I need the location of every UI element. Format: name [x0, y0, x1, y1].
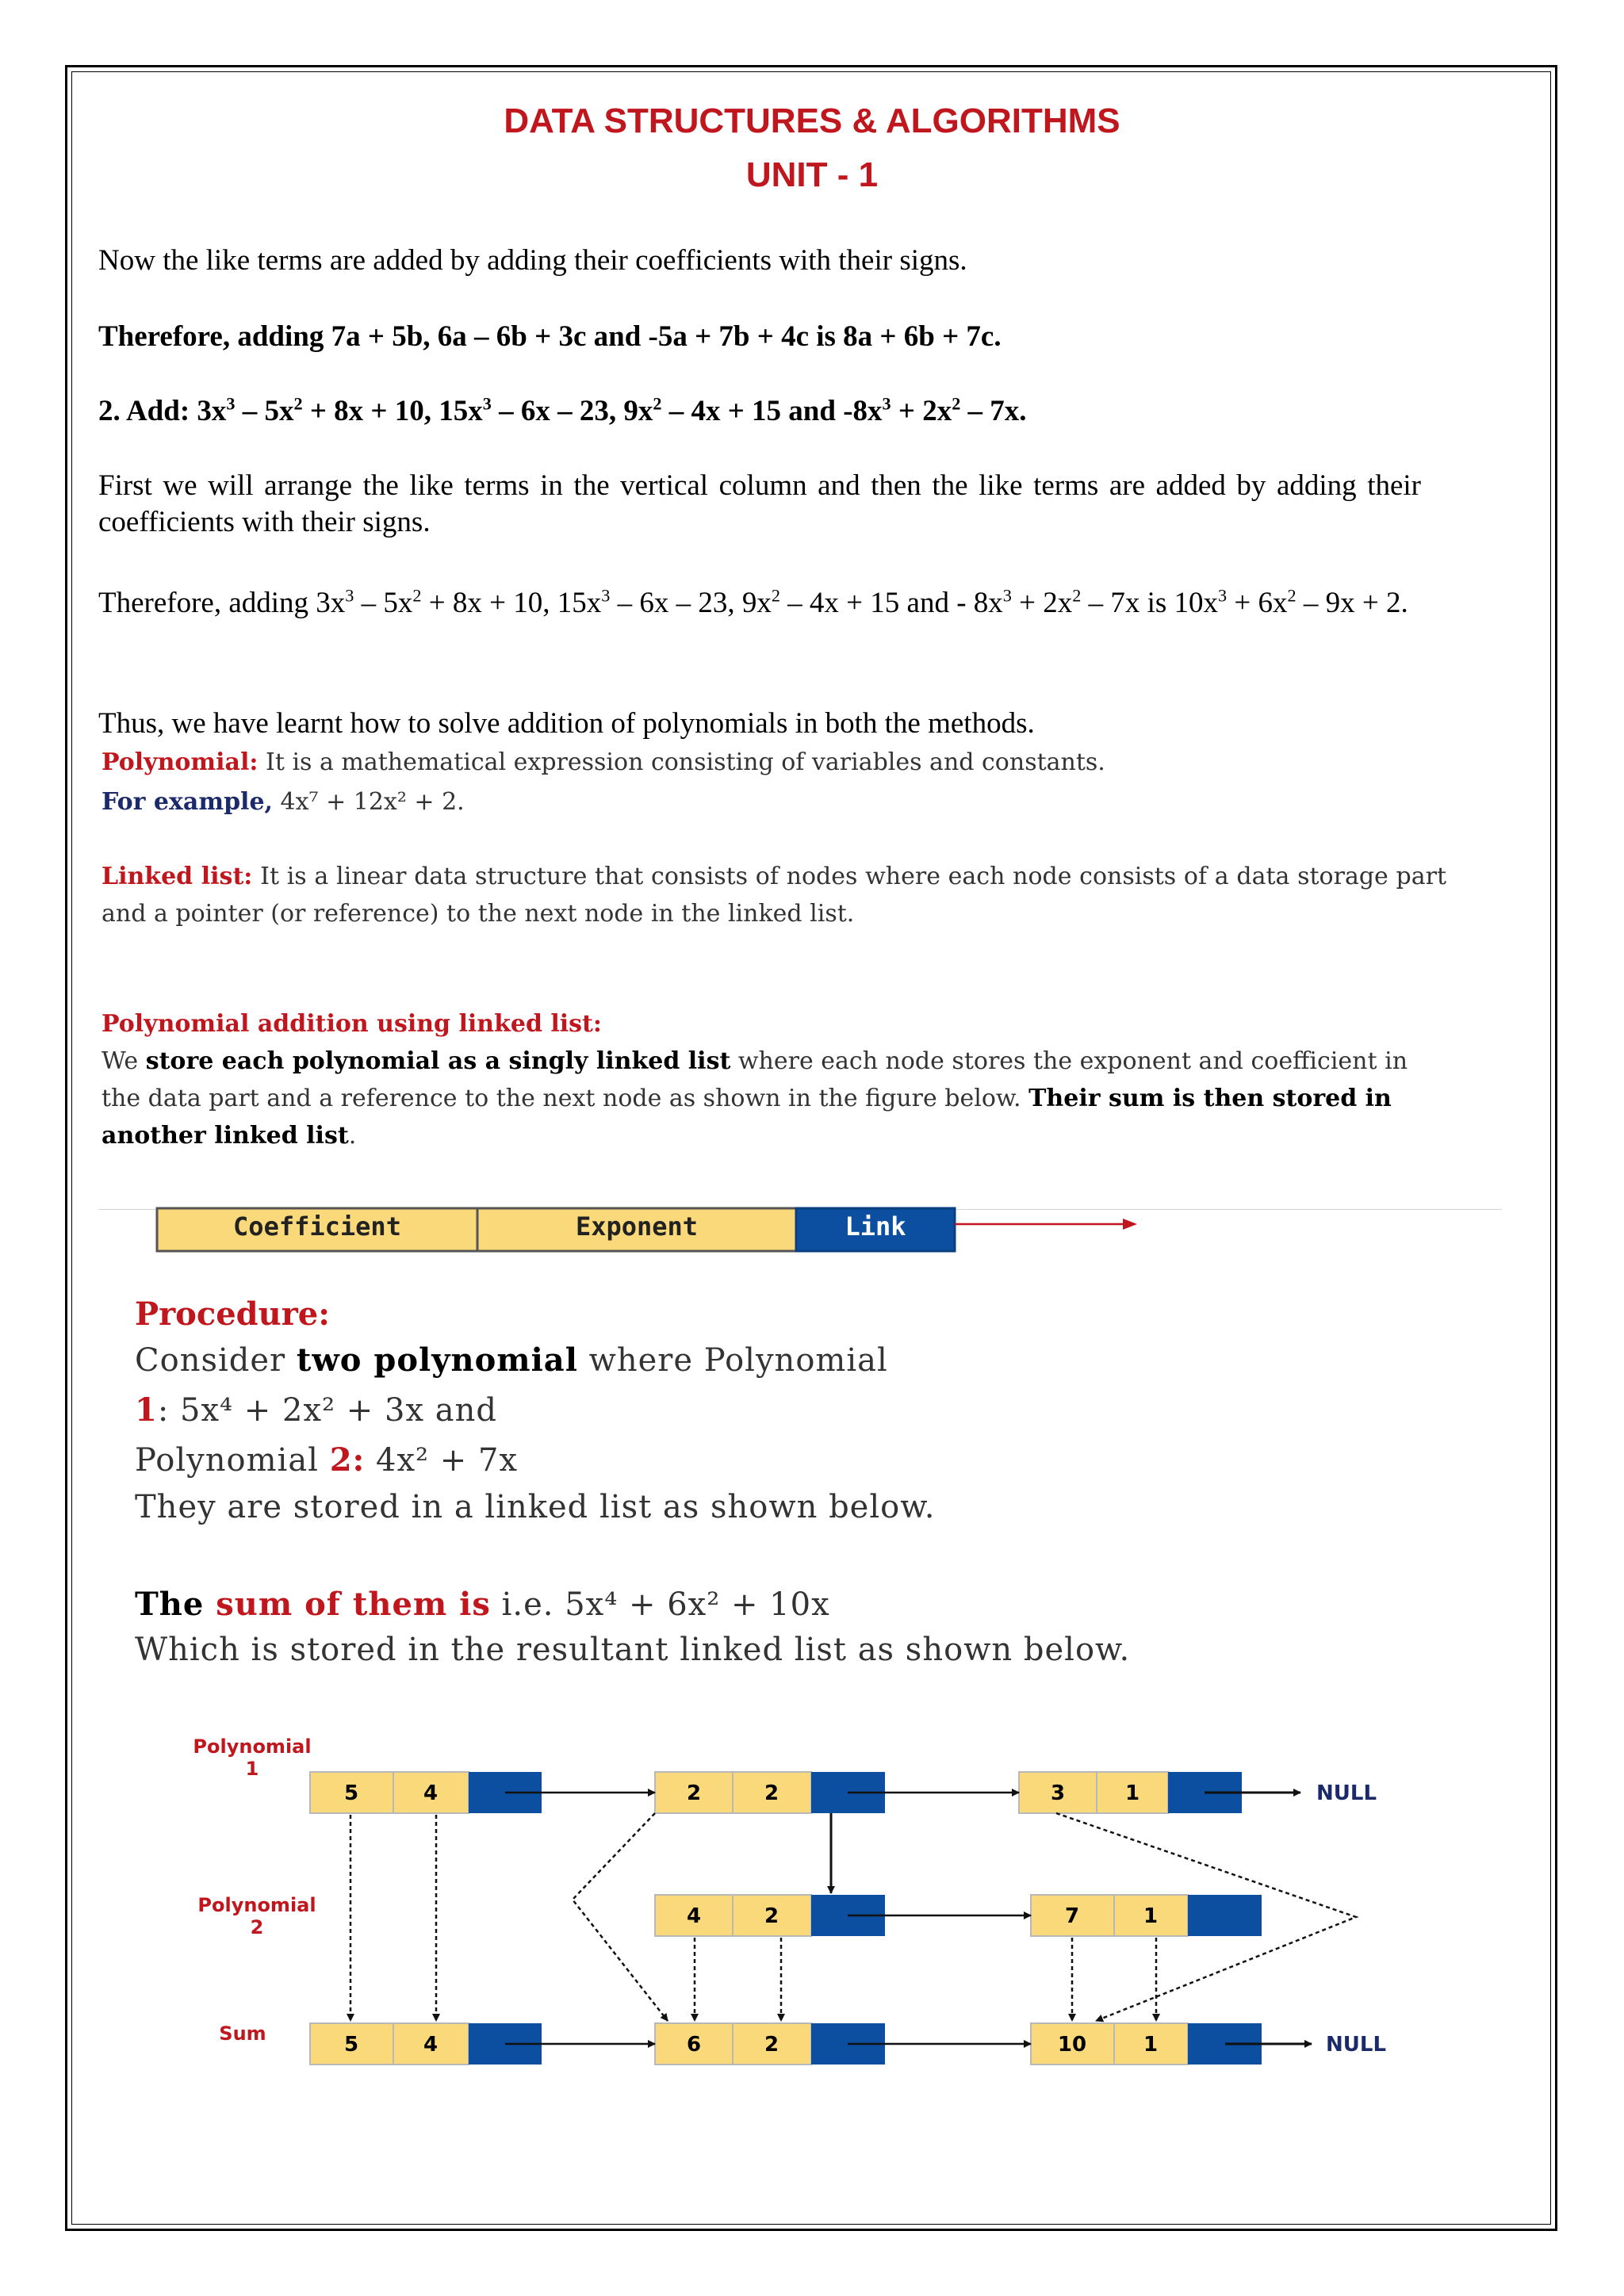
- polynomial-example: For example, 4x⁷ + 12x² + 2.: [102, 788, 465, 816]
- svg-text:4: 4: [686, 1904, 702, 1928]
- paragraph-summary: Thus, we have learnt how to solve addition of polynomials in both the methods.: [98, 707, 1035, 740]
- polynomial-definition: Polynomial: It is a mathematical expression consisting of variables and constants.: [102, 748, 1105, 776]
- exponent-label: Exponent: [575, 1211, 699, 1242]
- label-polynomial-2: Polynomial: [197, 1894, 316, 1916]
- svg-text:10: 10: [1057, 2033, 1087, 2057]
- svg-text:5: 5: [343, 1781, 359, 1805]
- procedure-line-2: 1: 5x⁴ + 2x² + 3x and: [135, 1391, 497, 1429]
- svg-text:1: 1: [1143, 1904, 1159, 1928]
- coefficient-label: Coefficient: [233, 1211, 401, 1242]
- svg-text:1: 1: [1124, 1781, 1140, 1805]
- paragraph-arrange: First we will arrange the like terms in the vertical column and then the like terms are added by adding their coefficients with their signs.: [98, 469, 1421, 538]
- svg-text:7: 7: [1064, 1904, 1080, 1928]
- procedure-line-5: The sum of them is i.e. 5x⁴ + 6x² + 10x: [135, 1586, 830, 1623]
- document-title: DATA STRUCTURES & ALGORITHMS: [504, 101, 1120, 140]
- procedure-line-6: Which is stored in the resultant linked list as shown below.: [135, 1632, 1131, 1668]
- paragraph-result-2: Therefore, adding $3x^3 - 5x^2 + 8x + 10$, $15x^3 - 6x - 23$, $9x^2 - 4x + 15$ and - $8x^3 + 2x^2 - 7x$ is $10x^3 + 6x^2 - 9x + 2$.: [98, 585, 1408, 619]
- svg-text:2: 2: [764, 2033, 779, 2057]
- polynomial-addition-heading: Polynomial addition using linked list:: [102, 1010, 602, 1038]
- null-label-1: NULL: [1316, 1781, 1377, 1805]
- label-polynomial-2-number: 2: [250, 1916, 264, 1938]
- label-sum: Sum: [219, 2022, 266, 2045]
- svg-text:4: 4: [423, 2033, 439, 2057]
- svg-text:5: 5: [343, 2033, 359, 2057]
- paragraph-like-terms: Now the like terms are added by adding their coefficients with their signs.: [98, 244, 967, 277]
- svg-text:2: 2: [764, 1904, 779, 1928]
- svg-text:2: 2: [686, 1781, 702, 1805]
- null-label-2: NULL: [1326, 2033, 1387, 2057]
- procedure-line-3: Polynomial 2: 4x² + 7x: [135, 1441, 519, 1479]
- paragraph-result-1: Therefore, adding 7a + 5b, 6a – 6b + 3c and -5a + 7b + 4c is 8a + 6b + 7c.: [98, 320, 1002, 353]
- polynomial-addition-description: We store each polynomial as a singly linked list where each node stores the exponent and coefficient in the data part and a reference to the next node as shown in the figure below. Their sum is then stored in another linked list.: [102, 1047, 1408, 1150]
- svg-text:6: 6: [686, 2033, 702, 2057]
- svg-text:1: 1: [1143, 2033, 1159, 2057]
- svg-text:2: 2: [764, 1781, 779, 1805]
- procedure-line-4: They are stored in a linked list as shown below.: [135, 1489, 936, 1525]
- poly2-node-2: [1031, 1895, 1262, 1936]
- label-polynomial-1-number: 1: [245, 1758, 259, 1780]
- unit-title: UNIT - 1: [745, 155, 879, 194]
- linked-list-definition: Linked list: It is a linear data structure that consists of nodes where each node consists of a data storage part and a pointer (or reference) to the next node in the linked list.: [102, 863, 1446, 928]
- label-polynomial-1: Polynomial: [193, 1735, 312, 1758]
- procedure-line-1: Consider two polynomial where Polynomial: [135, 1341, 888, 1379]
- svg-text:4: 4: [423, 1781, 439, 1805]
- svg-text:3: 3: [1050, 1781, 1066, 1805]
- procedure-title: Procedure:: [135, 1295, 330, 1333]
- question-2: 2. Add: $3x^3 - 5x^2 + 8x + 10$, $15x^3 - 6x - 23$, $9x^2 - 4x + 15$ and $-8x^3 + 2x^2 - 7x$.: [98, 393, 1027, 427]
- link-label: Link: [845, 1211, 906, 1242]
